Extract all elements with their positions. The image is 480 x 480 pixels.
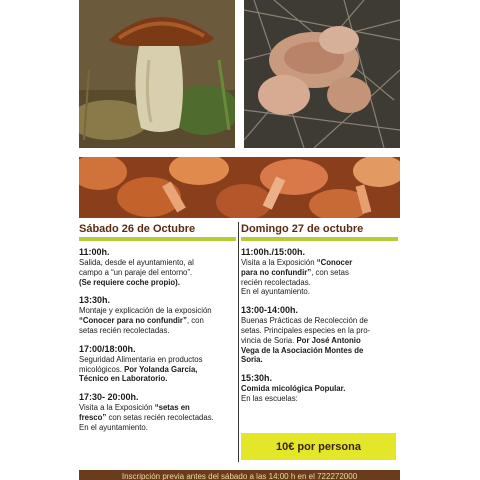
entry-time: 17:00/18:00h. [79, 343, 136, 354]
entry-text: recién recolectadas. [241, 277, 311, 287]
exhibition-title: fresco” [79, 412, 107, 422]
speaker-name: Por José Antonio [296, 335, 361, 345]
exhibition-title: “Conocer [316, 258, 353, 267]
sunday-column [241, 222, 398, 412]
entry-text: En el ayuntamiento. [79, 422, 148, 432]
entry-time: 15:30h. [241, 373, 273, 384]
entry-text: campo a “un paraje del entorno”. [79, 267, 193, 277]
entry-text: Visita a la Exposición [241, 258, 315, 267]
entry-text: , con setas [311, 267, 349, 277]
entry-time: 11:00h./15:00h. [241, 247, 306, 257]
boletus-photo [79, 0, 235, 148]
entry-time: 17:30- 20:00h. [79, 392, 139, 403]
entry-time: 13:00-14:00h. [241, 305, 299, 316]
lactarius-banner-photo [79, 157, 400, 218]
price-badge: 10€ por persona [241, 433, 396, 460]
saturday-column [79, 222, 236, 441]
sunday-entry-3 [241, 373, 398, 404]
speaker-name: Por Yolanda García, [124, 364, 198, 374]
entry-text: con setas recién recolectadas. [106, 412, 214, 422]
entry-text: Salida, desde el ayuntamiento, al [79, 258, 194, 267]
speaker-org: Vega de la Asociación Montes de [241, 345, 364, 355]
entry-text: Montaje y explicación de la exposición [79, 306, 212, 316]
entry-text: setas recién recolectadas. [79, 325, 170, 335]
column-divider [238, 222, 239, 462]
speaker-role: Técnico en Laboratorio. [79, 374, 168, 384]
saturday-underline [79, 237, 236, 241]
entry-time: 13:30h. [79, 295, 111, 306]
entry-text: Seguridad Alimentaria en productos [79, 354, 203, 364]
entry-note: (Se requiere coche propio). [79, 277, 180, 287]
saturday-entry-4 [79, 392, 236, 432]
entry-text: Visita a la Exposición [79, 403, 153, 413]
entry-text: En las escuelas: [241, 393, 298, 403]
entry-time: 11:00h. [79, 247, 110, 257]
lactarius-photo [244, 0, 400, 148]
entry-text: , con [186, 316, 204, 326]
entry-text: Buenas Prácticas de Recolección de [241, 316, 368, 326]
meal-title: Comida micológica Popular. [241, 384, 346, 394]
sunday-entry-2 [241, 305, 398, 365]
exhibition-title: “setas en [154, 403, 190, 413]
speaker-org: Soria. [241, 355, 263, 365]
sunday-entry-1 [241, 247, 398, 297]
saturday-entry-1 [79, 247, 236, 287]
sunday-heading: Domingo 27 de octubre [241, 223, 364, 235]
entry-text: En el ayuntamiento. [241, 287, 310, 297]
entry-text: vincia de Soria. [241, 335, 295, 345]
entry-text: setas. Principales especies en la pro- [241, 325, 371, 335]
exhibition-title: “Conocer para no confundir” [79, 316, 187, 326]
saturday-entry-2 [79, 295, 236, 335]
registration-footer: Inscripción previa antes del sábado a las 14:00 h en el 722272000 [79, 470, 400, 480]
entry-text: micológicos. [79, 364, 122, 374]
exhibition-title: para no confundir” [241, 267, 312, 277]
saturday-heading: Sábado 26 de Octubre [79, 223, 196, 235]
saturday-entry-3 [79, 344, 236, 384]
sunday-underline [241, 237, 398, 241]
